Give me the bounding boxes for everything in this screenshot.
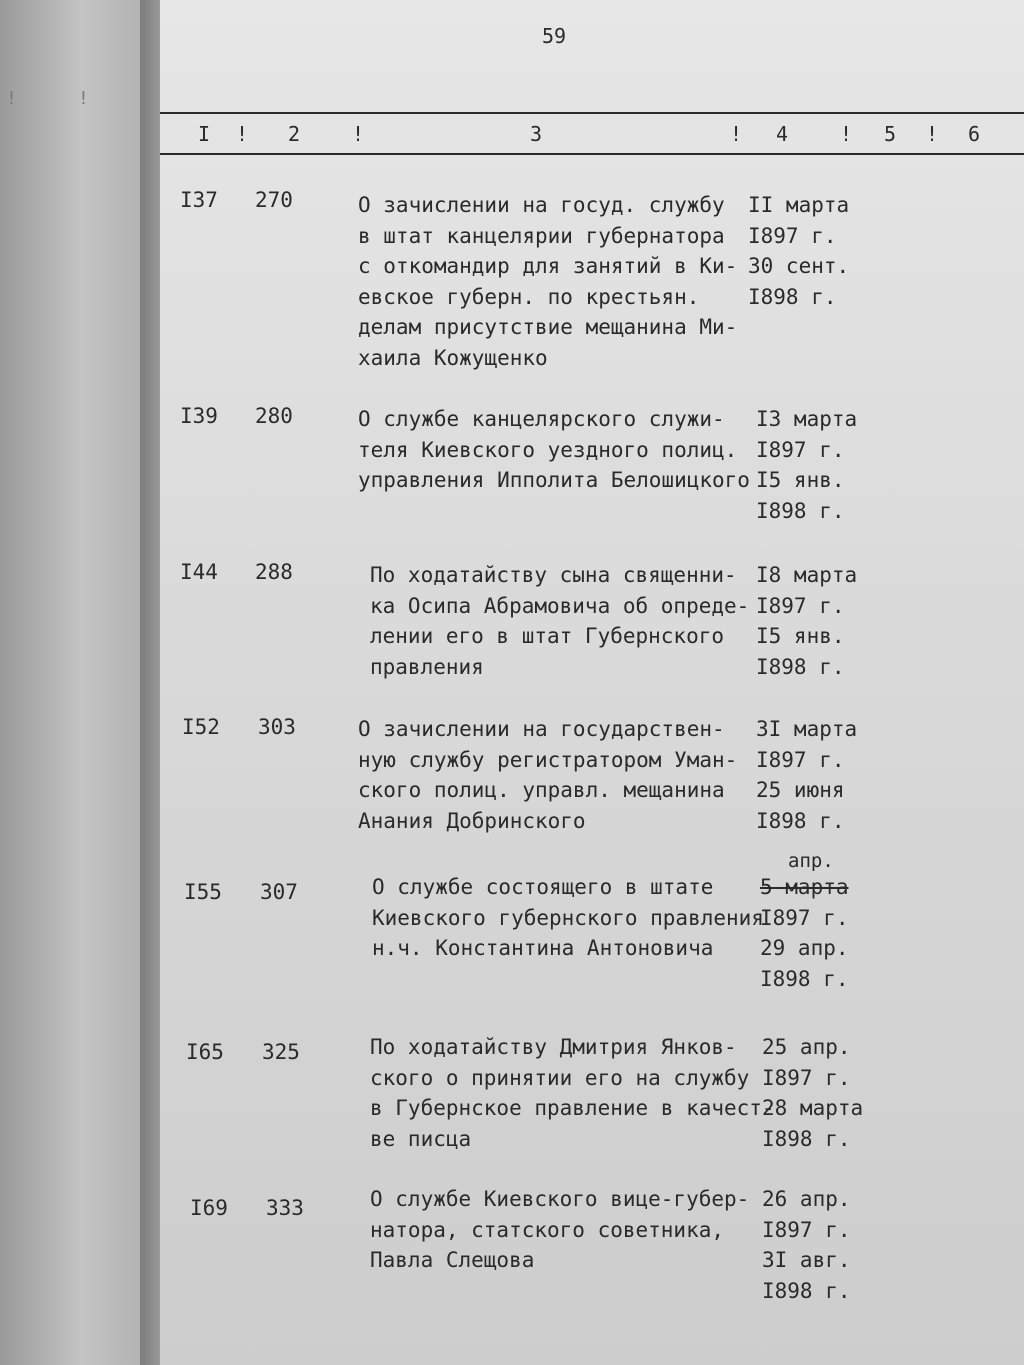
entry-number: I37 [180, 188, 218, 212]
date-line: 28 марта [762, 1096, 864, 1120]
entry-folio: 280 [255, 404, 293, 428]
date-line: I898 г. [762, 1126, 851, 1151]
description-line: ве писца [370, 1126, 472, 1151]
entry-dates [760, 872, 849, 994]
description-line: ка Осипа Абрамовича об опреде- [370, 593, 750, 618]
description-line: Киевского губернского правления [372, 905, 764, 930]
entry-number: I55 [184, 880, 222, 904]
description-line: О зачислении на госуд. службу [358, 193, 725, 217]
entry-folio: 270 [255, 188, 293, 212]
description-line: Павла Слещова [370, 1248, 535, 1272]
description-line: в Губернское правление в качест- [370, 1096, 775, 1120]
date-line: I3 марта [756, 407, 858, 431]
entry-description [370, 560, 749, 682]
entry-description [358, 714, 737, 836]
date-line: I898 г. [748, 284, 837, 309]
description-line: ского о принятии его на службу [370, 1065, 750, 1090]
date-line: I897 г. [756, 593, 845, 618]
description-line: По ходатайству сына священни- [370, 563, 737, 587]
header-separator: ! [926, 122, 940, 146]
entry-folio: 325 [262, 1040, 300, 1064]
page-number: 59 [542, 24, 567, 48]
description-line: лении его в штат Губернского [370, 624, 725, 648]
date-line: I897 г. [748, 223, 837, 248]
entry-number: I44 [180, 560, 218, 584]
date-line: I897 г. [760, 905, 849, 930]
description-line: н.ч. Константина Антоновича [372, 936, 714, 960]
date-line: I898 г. [756, 654, 845, 679]
date-line: I897 г. [762, 1217, 851, 1242]
description-line: О службе канцелярского служи- [358, 407, 725, 431]
header-bottom-rule [160, 153, 1024, 155]
date-line: 30 сент. [748, 254, 850, 278]
entry-dates [748, 190, 849, 312]
header-col-6: 6 [968, 122, 982, 146]
description-line: управления Ипполита Белошицкого [358, 468, 750, 492]
header-col-2: 2 [288, 122, 302, 146]
entry-folio: 288 [255, 560, 293, 584]
date-line: 5 марта [760, 875, 849, 899]
date-line: I898 г. [756, 498, 845, 523]
previous-page-mark: ! [78, 88, 89, 109]
entry-number: I52 [182, 715, 220, 739]
description-line: О зачислении на государствен- [358, 717, 725, 741]
entry-dates [762, 1032, 863, 1154]
header-top-rule [160, 112, 1024, 114]
description-line: с откомандир для занятий в Ки- [358, 254, 738, 278]
entry-folio: 303 [258, 715, 296, 739]
entry-dates [756, 560, 857, 682]
previous-page-edge [0, 0, 150, 1365]
entry-number: I65 [186, 1040, 224, 1064]
header-col-1: I [198, 122, 212, 146]
description-line: теля Киевского уездного полиц. [358, 437, 738, 462]
date-line: I897 г. [762, 1065, 851, 1090]
entry-description [370, 1032, 775, 1154]
date-line: 3I марта [756, 717, 858, 741]
header-separator: ! [236, 122, 250, 146]
description-line: в штат канцелярии губернатора [358, 223, 725, 248]
date-line: I897 г. [756, 747, 845, 772]
date-line: 25 апр. [762, 1035, 851, 1059]
date-line: 3I авг. [762, 1248, 851, 1272]
description-line: евское губерн. по крестьян. [358, 284, 700, 309]
date-line: I8 марта [756, 563, 858, 587]
date-line: 26 апр. [762, 1187, 851, 1211]
entry-number: I39 [180, 404, 218, 428]
entry-description [372, 872, 764, 964]
header-separator: ! [352, 122, 366, 146]
description-line: ную службу регистратором Уман- [358, 747, 738, 772]
date-line: I898 г. [760, 966, 849, 991]
description-line: О службе состоящего в штате [372, 875, 714, 899]
previous-page-mark: ! [6, 88, 17, 109]
date-line: I5 янв. [756, 624, 845, 648]
header-col-3: 3 [530, 122, 544, 146]
description-line: делам присутствие мещанина Ми- [358, 315, 738, 339]
description-line: По ходатайству Дмитрия Янков- [370, 1035, 737, 1059]
entry-dates [756, 714, 857, 836]
date-line: I5 янв. [756, 468, 845, 492]
date-line: I898 г. [756, 808, 845, 833]
description-line: правления [370, 654, 484, 679]
entry-description [358, 190, 737, 373]
entry-dates [762, 1184, 851, 1306]
date-line: I897 г. [756, 437, 845, 462]
date-line: 29 апр. [760, 936, 849, 960]
description-line: натора, статского советника, [370, 1217, 725, 1242]
date-line: 25 июня [756, 778, 845, 802]
entry-description [358, 404, 750, 496]
header-separator: ! [730, 122, 744, 146]
entry-number: I69 [190, 1196, 228, 1220]
header-col-4: 4 [776, 122, 790, 146]
entry-folio: 333 [266, 1196, 304, 1220]
date-correction: апр. [788, 850, 834, 872]
entry-description [370, 1184, 749, 1276]
header-col-5: 5 [884, 122, 898, 146]
header-separator: ! [840, 122, 854, 146]
entry-folio: 307 [260, 880, 298, 904]
description-line: хаила Кожущенко [358, 345, 548, 370]
description-line: Анания Добринского [358, 808, 586, 833]
date-line: II марта [748, 193, 850, 217]
date-line: I898 г. [762, 1278, 851, 1303]
entry-dates [756, 404, 857, 526]
description-line: О службе Киевского вице-губер- [370, 1187, 750, 1211]
description-line: ского полиц. управл. мещанина [358, 778, 725, 802]
